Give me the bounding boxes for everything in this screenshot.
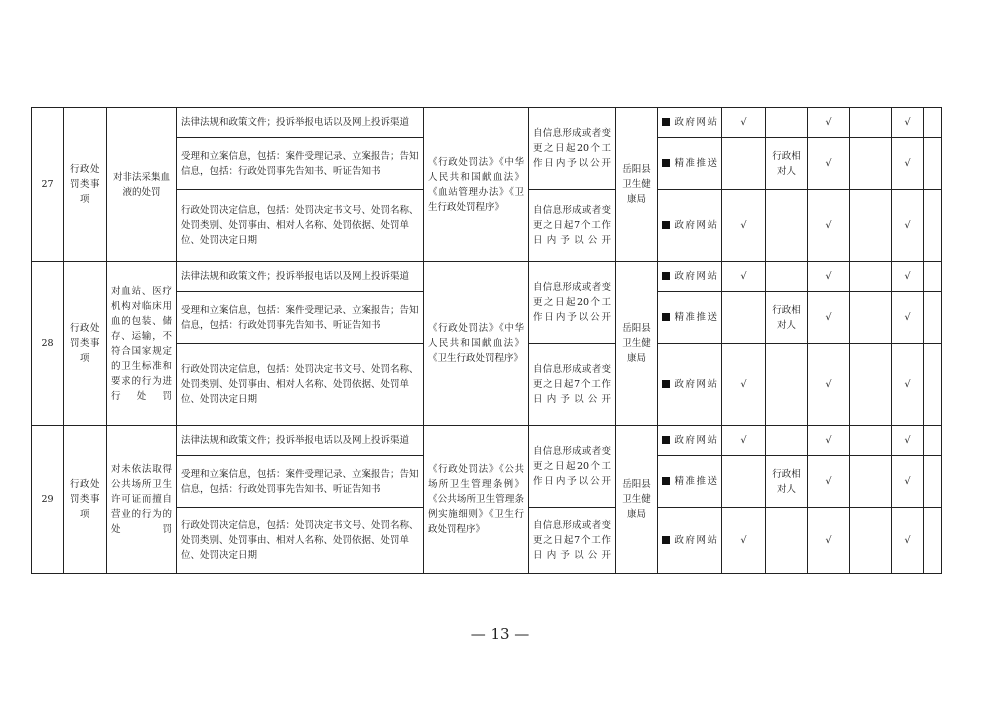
- empty-cell: [850, 426, 892, 456]
- empty-cell: [924, 138, 942, 190]
- empty-cell: [850, 344, 892, 426]
- checkmark-cell: √: [892, 138, 924, 190]
- disclosure-channel: [658, 138, 722, 190]
- disclosure-channel: [658, 190, 722, 262]
- checkmark-cell: √: [892, 344, 924, 426]
- disclosure-channel: [658, 108, 722, 138]
- checkmark-cell: √: [722, 508, 766, 574]
- disclosure-time: 自信息形成或者变更之日起20个工作日内予以公开: [529, 262, 616, 344]
- channel-label: 政府网站: [673, 535, 717, 546]
- empty-cell: [850, 138, 892, 190]
- empty-cell: [850, 508, 892, 574]
- empty-cell: [924, 292, 942, 344]
- disclosure-channel: [658, 456, 722, 508]
- checkmark-cell: √: [808, 426, 850, 456]
- disclosure-basis: 《行政处罚法》《中华人民共和国献血法》《血站管理办法》《卫生行政处罚程序》: [424, 108, 529, 262]
- empty-cell: [924, 426, 942, 456]
- filled-square-icon: [662, 159, 670, 167]
- table-row: [32, 262, 942, 292]
- item-number: 29: [32, 426, 64, 574]
- empty-cell: [924, 262, 942, 292]
- item-category: 行政处罚类事项: [64, 108, 107, 262]
- disclosure-object: [766, 426, 808, 456]
- disclosure-content: 行政处罚决定信息，包括：处罚决定书文号、处罚名称、处罚类别、处罚事由、相对人名称、处罚依据、处罚单位、处罚决定日期: [177, 508, 424, 574]
- filled-square-icon: [662, 436, 670, 444]
- channel-label: 政府网站: [673, 220, 717, 231]
- disclosure-channel: [658, 292, 722, 344]
- disclosure-time: 自信息形成或者变更之日起7个工作日内予以公开: [529, 344, 616, 426]
- disclosure-content: 行政处罚决定信息，包括：处罚决定书文号、处罚名称、处罚类别、处罚事由、相对人名称、处罚依据、处罚单位、处罚决定日期: [177, 190, 424, 262]
- empty-cell: [850, 456, 892, 508]
- table-body: [32, 108, 942, 574]
- disclosure-content: 受理和立案信息，包括：案件受理记录、立案报告；告知信息，包括：行政处罚事先告知书、听证告知书: [177, 138, 424, 190]
- disclosure-basis: 《行政处罚法》《中华人民共和国献血法》《卫生行政处罚程序》: [424, 262, 529, 426]
- filled-square-icon: [662, 536, 670, 544]
- disclosure-object: [766, 262, 808, 292]
- disclosure-object: [766, 344, 808, 426]
- checkmark-cell: √: [722, 108, 766, 138]
- item-name: 对未依法取得公共场所卫生许可证而擅自营业的行为的处罚: [107, 426, 177, 574]
- checkmark-cell: √: [892, 108, 924, 138]
- checkmark-cell: √: [892, 292, 924, 344]
- disclosure-content: 法律法规和政策文件；投诉举报电话以及网上投诉渠道: [177, 262, 424, 292]
- checkmark-cell: √: [808, 344, 850, 426]
- disclosure-subject: 岳阳县卫生健康局: [616, 426, 658, 574]
- disclosure-content: 受理和立案信息，包括：案件受理记录、立案报告；告知信息，包括：行政处罚事先告知书、听证告知书: [177, 456, 424, 508]
- disclosure-time: 自信息形成或者变更之日起20个工作日内予以公开: [529, 426, 616, 508]
- checkmark-cell: [722, 138, 766, 190]
- channel-label: 政府网站: [673, 271, 717, 282]
- disclosure-time: 自信息形成或者变更之日起20个工作日内予以公开: [529, 108, 616, 190]
- checkmark-cell: √: [808, 190, 850, 262]
- disclosure-time: 自信息形成或者变更之日起7个工作日内予以公开: [529, 190, 616, 262]
- checkmark-cell: √: [722, 426, 766, 456]
- empty-cell: [850, 190, 892, 262]
- disclosure-content: 行政处罚决定信息，包括：处罚决定书文号、处罚名称、处罚类别、处罚事由、相对人名称、处罚依据、处罚单位、处罚决定日期: [177, 344, 424, 426]
- filled-square-icon: [662, 380, 670, 388]
- item-number: 28: [32, 262, 64, 426]
- checkmark-cell: √: [892, 508, 924, 574]
- checkmark-cell: √: [892, 190, 924, 262]
- empty-cell: [924, 508, 942, 574]
- channel-label: 政府网站: [673, 379, 717, 390]
- empty-cell: [924, 108, 942, 138]
- channel-label: 政府网站: [673, 435, 717, 446]
- empty-cell: [850, 108, 892, 138]
- checkmark-cell: √: [808, 108, 850, 138]
- item-number: 27: [32, 108, 64, 262]
- filled-square-icon: [662, 272, 670, 280]
- checkmark-cell: √: [808, 262, 850, 292]
- disclosure-content: 法律法规和政策文件；投诉举报电话以及网上投诉渠道: [177, 108, 424, 138]
- checkmark-cell: √: [722, 190, 766, 262]
- filled-square-icon: [662, 313, 670, 321]
- checkmark-cell: [722, 292, 766, 344]
- checkmark-cell: √: [892, 426, 924, 456]
- channel-label: 精准推送: [673, 312, 717, 323]
- empty-cell: [850, 262, 892, 292]
- disclosure-object: [766, 190, 808, 262]
- checkmark-cell: √: [808, 456, 850, 508]
- disclosure-object: [766, 508, 808, 574]
- disclosure-channel: [658, 262, 722, 292]
- table-row: [32, 108, 942, 138]
- filled-square-icon: [662, 477, 670, 485]
- disclosure-channel: [658, 508, 722, 574]
- disclosure-object: 行政相对人: [766, 138, 808, 190]
- table-row: [32, 426, 942, 456]
- item-name: 对血站、医疗机构对临床用血的包装、储存、运输，不符合国家规定的卫生标准和要求的行为进行处罚: [107, 262, 177, 426]
- disclosure-object: [766, 108, 808, 138]
- checkmark-cell: √: [808, 292, 850, 344]
- checkmark-cell: √: [722, 344, 766, 426]
- disclosure-channel: [658, 344, 722, 426]
- disclosure-subject: 岳阳县卫生健康局: [616, 108, 658, 262]
- channel-label: 精准推送: [673, 158, 717, 169]
- disclosure-basis: 《行政处罚法》《公共场所卫生管理条例》《公共场所卫生管理条例实施细则》《卫生行政处罚程序》: [424, 426, 529, 574]
- checkmark-cell: [722, 456, 766, 508]
- checkmark-cell: √: [892, 262, 924, 292]
- channel-label: 精准推送: [673, 476, 717, 487]
- disclosure-table: [31, 107, 942, 574]
- disclosure-time: 自信息形成或者变更之日起7个工作日内予以公开: [529, 508, 616, 574]
- disclosure-object: 行政相对人: [766, 456, 808, 508]
- empty-cell: [850, 292, 892, 344]
- disclosure-content: 法律法规和政策文件；投诉举报电话以及网上投诉渠道: [177, 426, 424, 456]
- filled-square-icon: [662, 221, 670, 229]
- disclosure-channel: [658, 426, 722, 456]
- channel-label: 政府网站: [673, 117, 717, 128]
- item-name: 对非法采集血液的处罚: [107, 108, 177, 262]
- page-number: — 13 —: [470, 625, 530, 643]
- empty-cell: [924, 456, 942, 508]
- disclosure-subject: 岳阳县卫生健康局: [616, 262, 658, 426]
- item-category: 行政处罚类事项: [64, 262, 107, 426]
- item-category: 行政处罚类事项: [64, 426, 107, 574]
- filled-square-icon: [662, 118, 670, 126]
- checkmark-cell: √: [808, 138, 850, 190]
- disclosure-content: 受理和立案信息，包括：案件受理记录、立案报告；告知信息，包括：行政处罚事先告知书、听证告知书: [177, 292, 424, 344]
- disclosure-object: 行政相对人: [766, 292, 808, 344]
- checkmark-cell: √: [808, 508, 850, 574]
- checkmark-cell: √: [722, 262, 766, 292]
- empty-cell: [924, 190, 942, 262]
- empty-cell: [924, 344, 942, 426]
- checkmark-cell: √: [892, 456, 924, 508]
